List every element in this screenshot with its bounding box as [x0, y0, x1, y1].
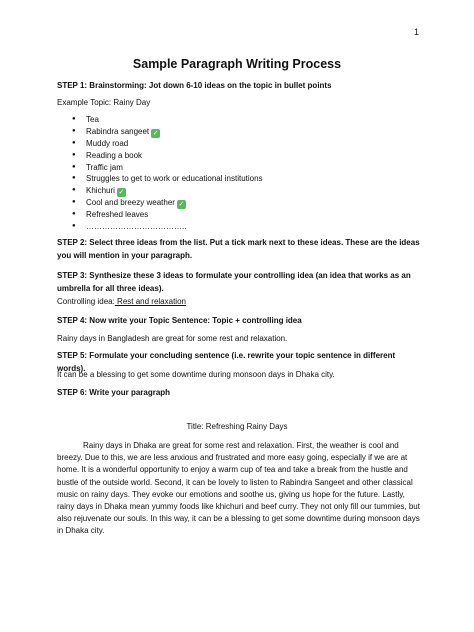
list-item — [76, 114, 263, 126]
list-item-text: Reading a book — [86, 150, 143, 160]
list-item-text: Refreshed leaves — [86, 210, 149, 220]
list-item-text: ……………………………….. — [86, 222, 187, 232]
brainstorm-list — [76, 114, 263, 233]
step-5-heading: STEP 5: Formulate your concluding sentence (i.e. rewrite your topic sentence in different words). — [57, 351, 396, 373]
step-2-heading: STEP 2: Select three ideas from the list. Put a tick mark next to these ideas. These are the ideas you will mention in your paragraph. — [57, 238, 420, 260]
list-item-text: Struggles to get to work or educational institutions — [86, 174, 263, 184]
page-number: 1 — [413, 27, 419, 37]
checkmark-icon: ✓ — [118, 189, 125, 197]
list-item-text: Cool and breezy weather — [86, 198, 175, 208]
list-item — [76, 173, 263, 185]
list-item — [76, 150, 263, 162]
list-item — [76, 138, 263, 150]
example-topic: Example Topic: Rainy Day — [57, 98, 151, 107]
step-4-heading: STEP 4: Now write your Topic Sentence: Topic + controlling idea — [57, 316, 302, 325]
list-item — [76, 209, 263, 221]
step-6-heading: STEP 6: Write your paragraph — [57, 388, 171, 397]
list-item-text: Khichuri — [86, 186, 115, 196]
list-item-text: Tea — [86, 115, 99, 124]
list-item-text: Traffic jam — [86, 162, 123, 172]
document-title: Sample Paragraph Writing Process — [132, 57, 342, 71]
list-item-text: Rabindra sangeet — [86, 126, 150, 136]
controlling-idea-label: Controlling idea: — [57, 297, 115, 306]
list-item — [76, 197, 263, 209]
checkmark-icon: ✓ — [152, 129, 159, 137]
step-3-heading: STEP 3: Synthesize these 3 ideas to formulate your controlling idea (an idea that works as an umbrella for all three ideas). — [57, 271, 411, 293]
topic-sentence: Rainy days in Bangladesh are great for some rest and relaxation. — [57, 334, 288, 343]
essay-title: Title: Refreshing Rainy Days — [186, 422, 288, 431]
controlling-idea-value: Rest and relaxation — [114, 297, 186, 306]
essay-paragraph: Rainy days in Dhaka are great for some rest and relaxation. First, the weather is cool and breezy. Due to this, we are less anxious and frustrated and more easy going, especially if we are at home. It is a wonderful opportunity to enjoy a warm cup of tea and take a break from the hustle and bustle of the outside world. Second, it can be lovely to listen to Rabindra Sangeet and other classical music on rainy days. They evoke our emotions and soothe us, giving us hope for the future. Lastly, rainy days in Dhaka mean yummy foods like khichuri and beef curry. They not only fill our tummies, but also rejuvenate our souls. In this way, it can be a blessing to get some downtime during monsoon days in Dhaka city. — [57, 441, 420, 536]
list-item-text: Muddy road — [86, 138, 129, 148]
list-item — [76, 162, 263, 174]
checkmark-icon: ✓ — [178, 201, 185, 209]
list-item — [76, 126, 263, 138]
list-item — [76, 221, 263, 233]
controlling-idea — [57, 296, 422, 309]
step-1-heading: STEP 1: Brainstorming: Jot down 6-10 ideas on the topic in bullet points — [57, 81, 332, 90]
concluding-sentence: It can be a blessing to get some downtime during monsoon days in Dhaka city. — [57, 370, 335, 379]
list-item — [76, 185, 263, 197]
